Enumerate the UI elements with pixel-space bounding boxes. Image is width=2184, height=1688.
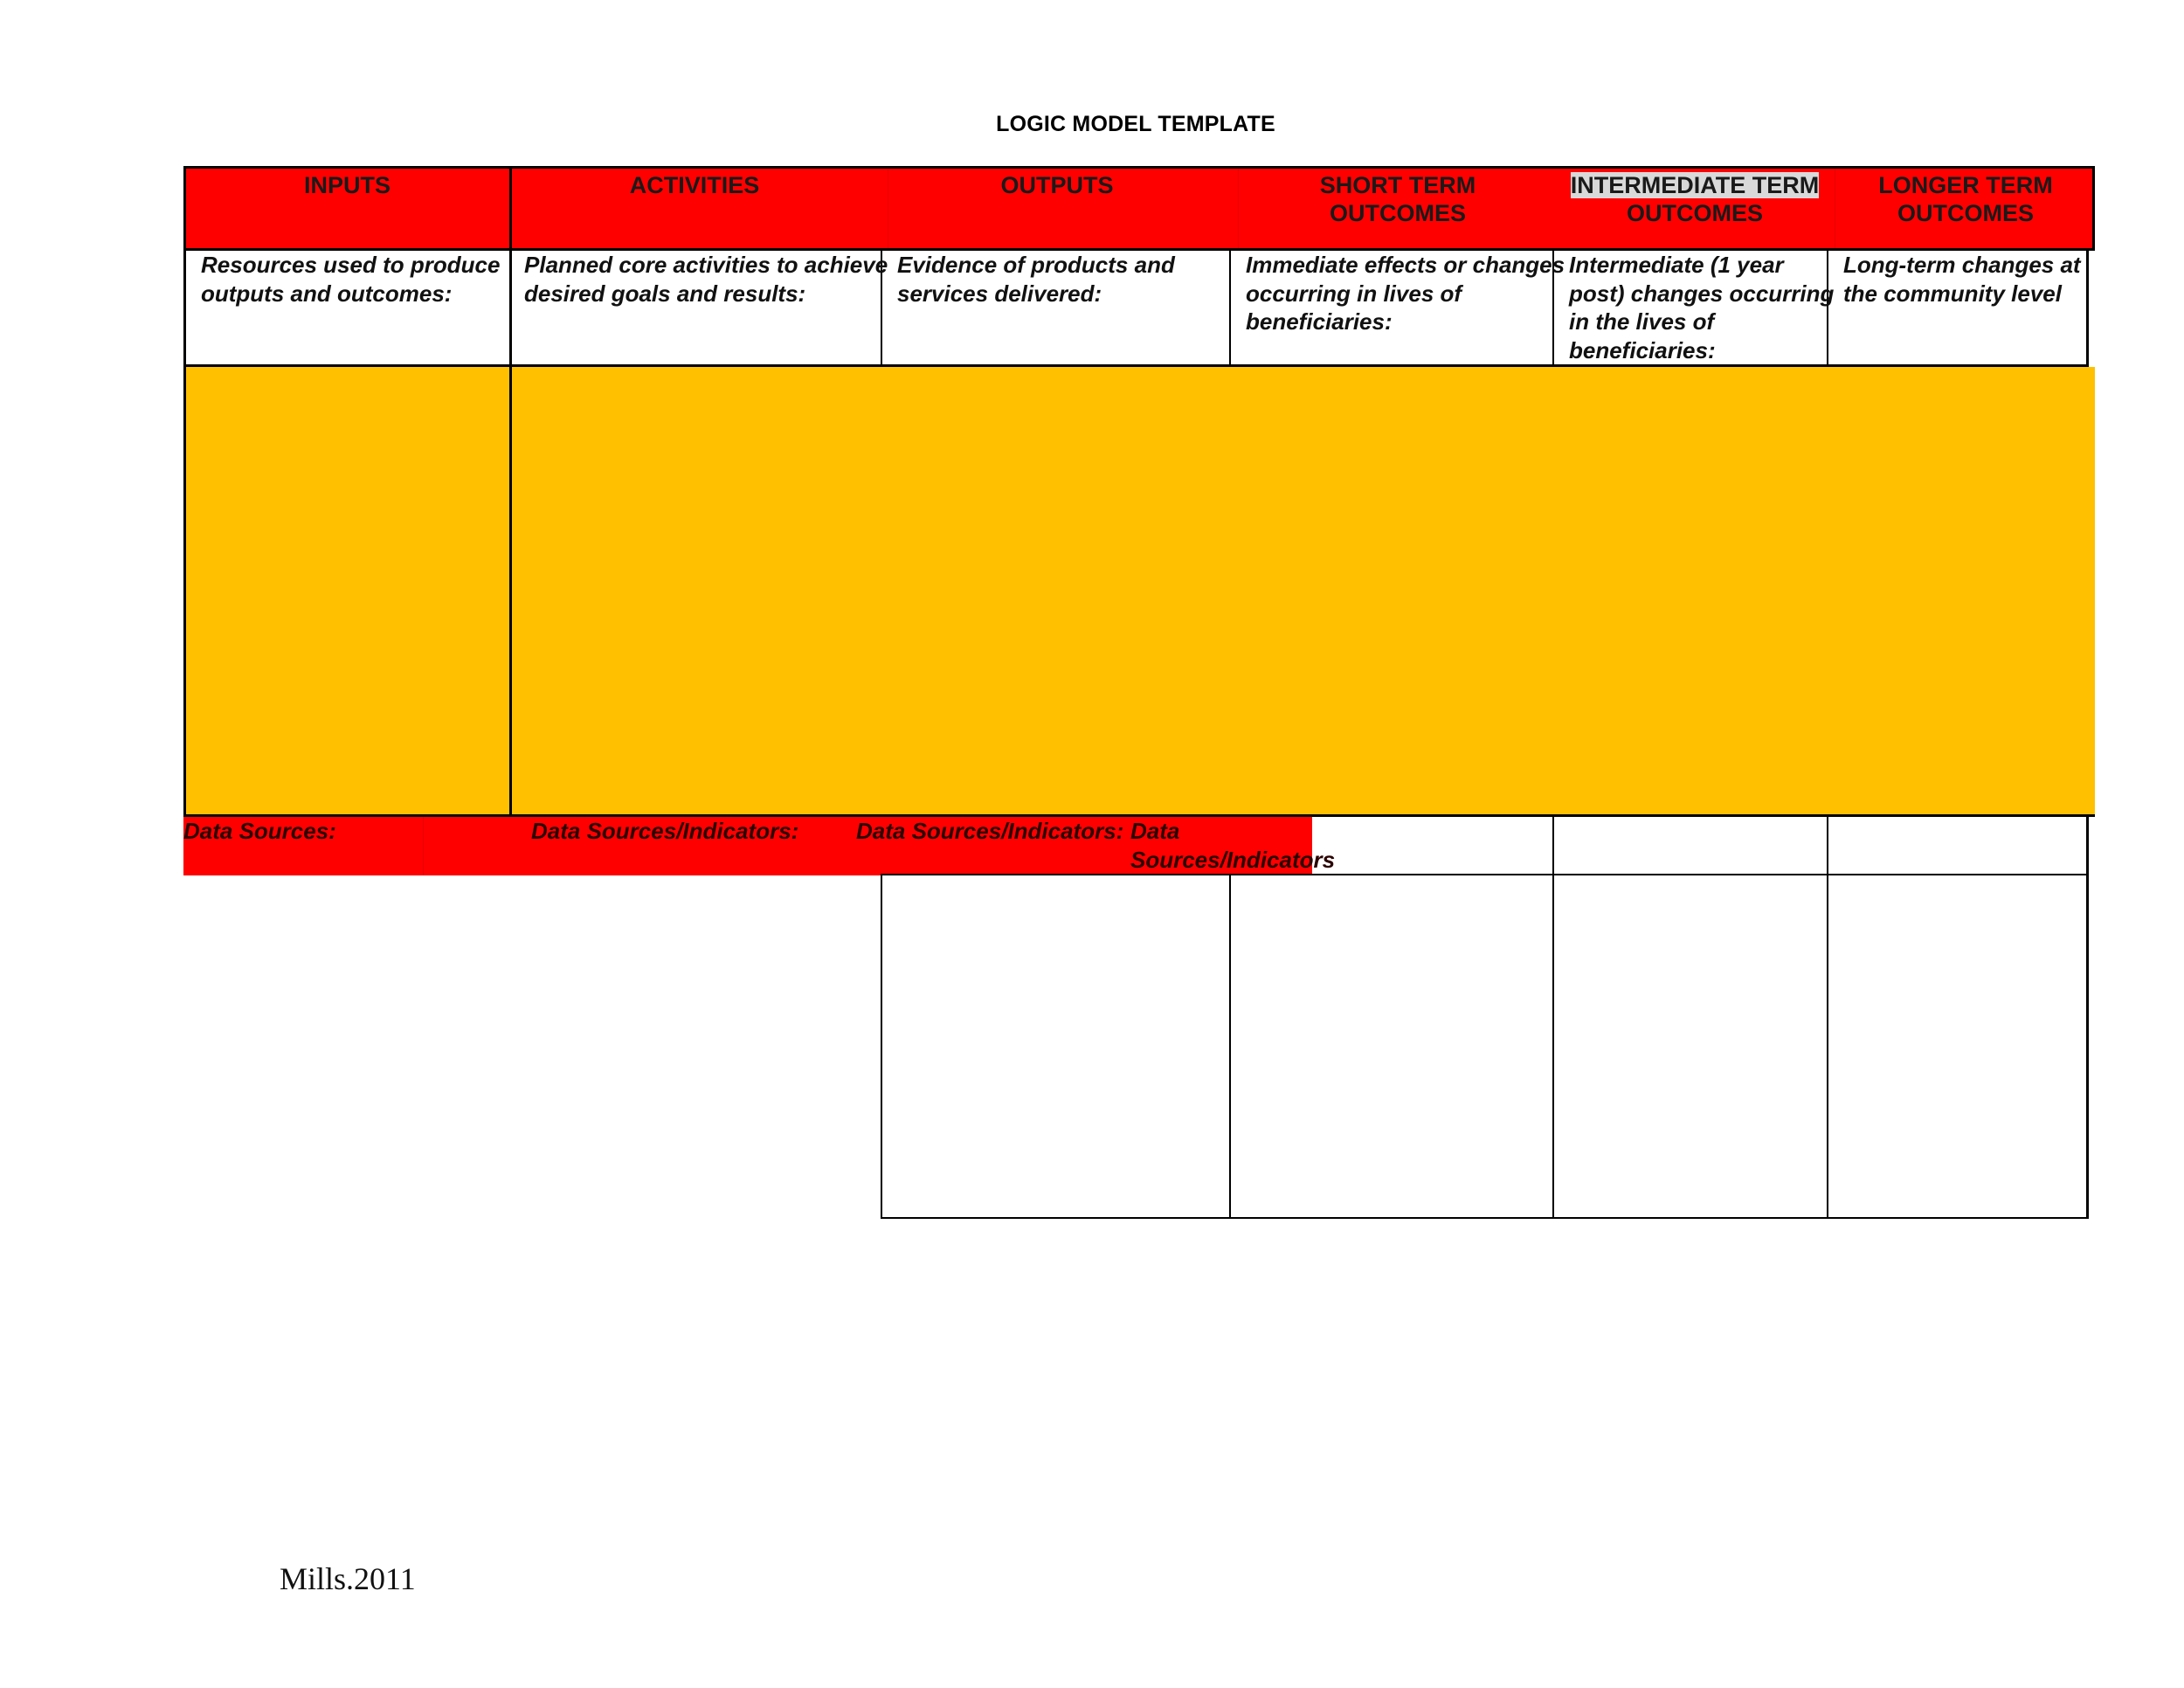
header-longer-term-line1: LONGER TERM [1878, 172, 2053, 198]
table-border-right [2086, 251, 2089, 367]
description-line: beneficiaries: [1246, 308, 1393, 335]
description-line: outputs and outcomes: [201, 280, 453, 307]
data-sources-outputs: Data Sources/Indicators: [856, 818, 1124, 844]
page-title: LOGIC MODEL TEMPLATE [996, 112, 1275, 136]
description-line: Immediate effects or changes [1246, 252, 1565, 278]
description-line: services delivered: [897, 280, 1102, 307]
header-inputs [183, 171, 511, 199]
description-line: occurring in lives of [1246, 280, 1462, 307]
data-sources-inputs: Data Sources: [183, 818, 336, 844]
description-outputs [897, 251, 1175, 308]
header-activities-line1: ACTIVITIES [629, 172, 760, 198]
row-divider [881, 874, 2089, 875]
header-short-term-line2: OUTCOMES [1329, 200, 1466, 226]
data-sources-short-term-line2: Sources/Indicators [1130, 847, 1336, 873]
header-short-term [1241, 171, 1555, 227]
column-divider [1827, 817, 1828, 1219]
description-activities [524, 251, 888, 308]
header-activities [511, 171, 878, 199]
description-longer-term [1843, 251, 2081, 308]
header-intermediate-term-line1: INTERMEDIATE TERM [1570, 172, 1820, 198]
header-divider [1238, 169, 1239, 248]
header-intermediate-term-line2: OUTCOMES [1626, 200, 1763, 226]
description-line: Intermediate (1 year [1569, 252, 1784, 278]
header-longer-term [1835, 171, 2097, 227]
header-outputs-line1: OUTPUTS [1000, 172, 1114, 198]
description-line: Planned core activities to achieve [524, 252, 888, 278]
column-divider [1229, 874, 1231, 1219]
description-line: desired goals and results: [524, 280, 806, 307]
description-inputs [201, 251, 500, 308]
description-line: the community level [1843, 280, 2062, 307]
column-divider [1229, 251, 1231, 367]
description-line: Long-term changes at [1843, 252, 2081, 278]
description-line: in the lives of [1569, 308, 1715, 335]
column-divider [1552, 817, 1554, 1219]
table-border-right [2086, 817, 2089, 1219]
header-outputs [882, 171, 1232, 199]
data-sources-short-term [1130, 817, 1335, 875]
column-divider [509, 367, 512, 817]
description-line: post) changes occurring [1569, 280, 1835, 307]
table-border-left [183, 367, 186, 817]
content-area[interactable] [183, 367, 2095, 817]
column-divider [881, 874, 882, 1219]
table-bottom-border [881, 1217, 2089, 1219]
header-inputs-line1: INPUTS [303, 172, 390, 198]
data-sources-activities: Data Sources/Indicators: [531, 818, 799, 844]
header-longer-term-line2: OUTCOMES [1897, 200, 2034, 226]
data-sources-divider [423, 817, 424, 875]
data-sources-short-term-line1: Data [1130, 818, 1180, 844]
header-short-term-line1: SHORT TERM [1319, 172, 1476, 198]
description-line: Evidence of products and [897, 252, 1175, 278]
description-intermediate-term [1569, 251, 1834, 364]
description-line: beneficiaries: [1569, 336, 1716, 363]
header-intermediate-term [1555, 171, 1835, 227]
footer-credit: Mills.2011 [280, 1561, 416, 1596]
description-short-term [1246, 251, 1565, 336]
description-line: Resources used to produce [201, 252, 501, 278]
